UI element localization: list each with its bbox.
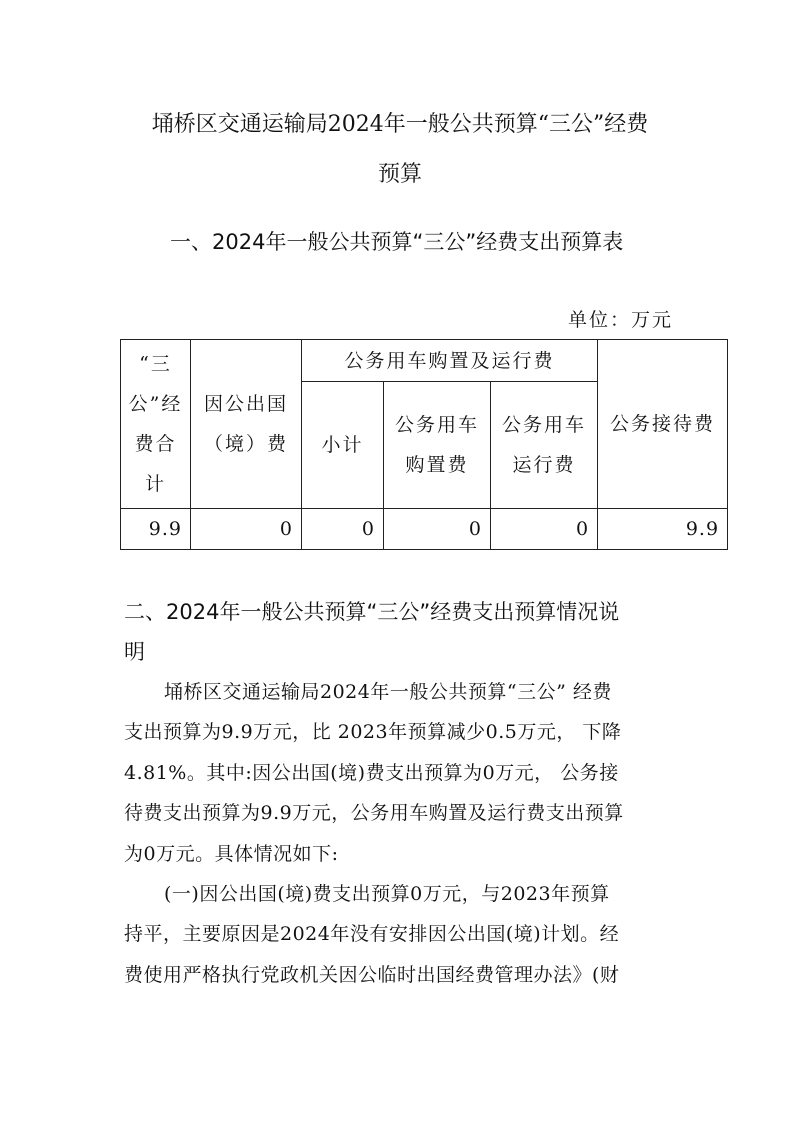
explanation-paragraph-2: (一)因公出国(境)费支出预算0万元，与2023年预算 持平，主要原因是2024年没有安排因公出国(境)计划。经 费使用严格执行党政机关因公临时出国经费管理办法》(财 [124,883,620,986]
value-total: 9.9 [121,509,191,550]
section2-heading: 二、2024年一般公共预算“三公”经费支出预算情况说 明 [124,600,620,664]
three-public-budget-table [120,339,728,550]
document-title [100,100,700,200]
header-reception: 公务接待费 [598,340,728,509]
explanation-paragraph-1: 埇桥区交通运输局2024年一般公共预算“三公” 经费 支出预算为9.9万元，比 2023年预算减少0.5万元， 下降 4.81%。其中:因公出国(境)费支出预算为0万元， 公务接 待费支出预算为9.9万元，公务用车购置及运行费支出预算 为0万元。具体情况如下: [124,681,624,865]
value-reception: 9.9 [598,509,728,550]
unit-label: 单位：万元 [567,309,673,331]
value-abroad: 0 [191,509,302,550]
table-row [121,509,728,550]
header-subtotal: 小计 [302,382,384,509]
value-operation: 0 [491,509,598,550]
value-subtotal: 0 [302,509,384,550]
header-vehicle-operation: 公务用车 运行费 [491,382,598,509]
value-purchase: 0 [384,509,491,550]
header-total: “三 公”经 费合 计 [121,340,191,509]
header-vehicle-group: 公务用车购置及运行费 [302,340,598,382]
title-line-1: 埇桥区交通运输局2024年一般公共预算“三公”经费 [151,112,649,137]
section1-heading: 一、2024年一般公共预算“三公”经费支出预算表 [170,230,624,254]
header-vehicle-purchase: 公务用车 购置费 [384,382,491,509]
title-line-2: 预算 [377,162,422,187]
header-abroad: 因公出国 （境）费 [191,340,302,509]
